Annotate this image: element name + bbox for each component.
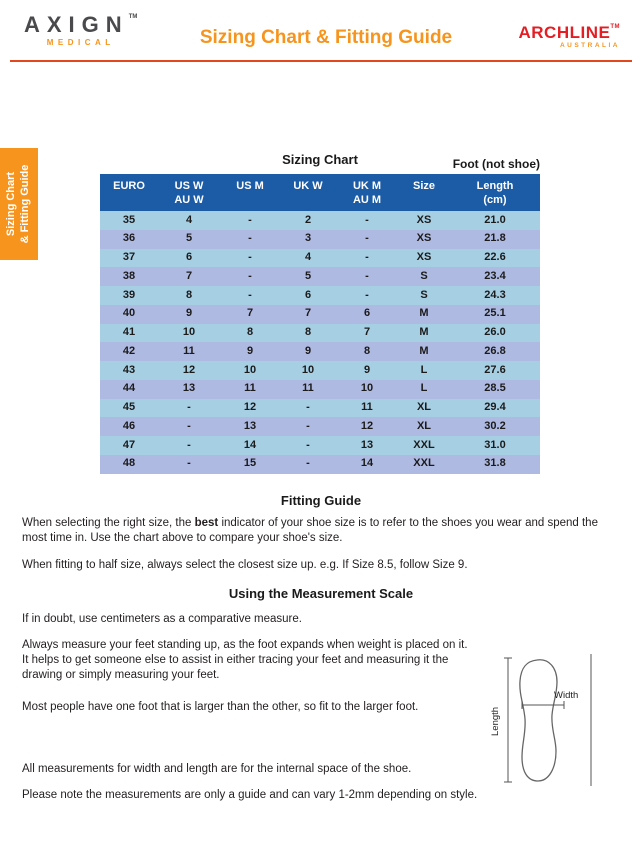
table-row (100, 455, 540, 474)
column-header: EURO (100, 174, 158, 211)
table-cell: 11 (302, 382, 314, 395)
side-tab-line1: Sizing Chart (5, 171, 18, 237)
table-row (100, 361, 540, 380)
sizing-chart-heading: Sizing Chart (282, 152, 358, 167)
table-cell: - (248, 232, 252, 245)
table-cell: S (420, 288, 428, 301)
table-cell: 5 (304, 269, 312, 282)
table-row (100, 436, 540, 455)
table-cell: - (187, 438, 191, 451)
width-label: Width (554, 690, 579, 701)
table-row (100, 342, 540, 361)
column-header: UK M AU M (336, 174, 398, 211)
table-cell: 9 (304, 344, 312, 357)
table-cell: 11 (244, 382, 256, 395)
measurement-paragraph-3: Most people have one foot that is larger than the other, so fit to the larger foot. (22, 701, 419, 713)
table-row (100, 249, 540, 268)
table-cell: 14 (243, 438, 257, 451)
table-cell: 7 (304, 307, 312, 320)
table-cell: 12 (182, 363, 196, 376)
table-cell: 5 (185, 232, 193, 245)
foot-measurement-diagram (486, 650, 598, 790)
table-cell: 14 (360, 457, 374, 470)
table-cell: 21.0 (484, 213, 506, 226)
table-cell: - (248, 251, 252, 263)
table-cell: 27.6 (484, 363, 506, 376)
archline-trademark: TM (610, 24, 620, 30)
side-tab-label (0, 148, 38, 260)
table-row (100, 267, 540, 286)
table-cell: - (248, 269, 252, 282)
table-cell: 9 (246, 344, 254, 357)
table-cell: 21.8 (484, 232, 506, 245)
foot-not-shoe-label: Foot (not shoe) (452, 157, 540, 171)
table-cell: 2 (304, 213, 312, 226)
table-cell: 10 (360, 382, 374, 395)
table-cell: - (248, 213, 252, 226)
column-header: Size (398, 174, 450, 211)
archline-logo-text: ARCHLINE (518, 23, 611, 42)
table-cell: M (419, 307, 429, 320)
table-cell: - (365, 213, 369, 226)
axign-logo-text: AXIGN (24, 12, 129, 37)
fitting-guide-paragraph-1 (22, 516, 622, 546)
table-cell: 30.2 (484, 419, 506, 432)
measurement-scale-heading: Using the Measurement Scale (228, 586, 414, 601)
table-cell: 42 (122, 344, 136, 357)
fitting-paragraph-end: indicator of your shoe size is to refer to the shoes you wear and spend the most time in. Use the chart above to compare your shoe's size. (22, 517, 598, 544)
table-cell: 43 (122, 363, 136, 376)
table-cell: - (365, 288, 369, 301)
table-cell: 28.5 (484, 382, 506, 395)
table-cell: - (365, 269, 369, 282)
sizing-table-header-row (100, 174, 540, 211)
length-label: Length (490, 706, 501, 736)
table-cell: XXL (413, 438, 435, 451)
fitting-guide-paragraph-2: When fitting to half size, always select the closest size up. e.g. If Size 8.5, follow Size 9. (22, 559, 468, 571)
table-cell: 37 (122, 251, 136, 263)
table-cell: 24.3 (484, 288, 506, 301)
table-cell: - (365, 232, 369, 245)
table-cell: M (419, 344, 429, 357)
table-cell: 8 (185, 288, 193, 301)
table-cell: XL (416, 419, 432, 432)
table-cell: 6 (304, 288, 312, 301)
table-cell: M (419, 326, 429, 338)
table-row (100, 380, 540, 399)
measurement-paragraph-1: If in doubt, use centimeters as a comparative measure. (22, 613, 302, 625)
foot-outline-illustration (486, 650, 598, 790)
table-cell: 6 (185, 251, 193, 263)
fitting-guide-heading: Fitting Guide (280, 493, 362, 508)
table-cell: XL (416, 401, 432, 413)
column-header: Length (cm) (450, 174, 540, 211)
table-cell: 47 (122, 438, 136, 451)
table-cell: - (187, 419, 191, 432)
table-cell: 38 (122, 269, 136, 282)
table-cell: 12 (360, 419, 374, 432)
table-cell: 13 (360, 438, 374, 451)
table-cell: 9 (363, 363, 371, 376)
table-cell: XXL (413, 457, 435, 470)
table-row (100, 230, 540, 249)
fitting-paragraph-start: When selecting the right size, the (22, 517, 195, 529)
table-cell: 9 (185, 307, 193, 320)
table-cell: - (306, 457, 310, 470)
sizing-table-body (100, 211, 540, 474)
axign-logo-subtext: MEDICAL (46, 38, 115, 47)
table-cell: 39 (122, 288, 136, 301)
column-header: UK W (280, 174, 336, 211)
table-row (100, 286, 540, 305)
axign-logo (24, 14, 137, 47)
archline-logo-name (518, 24, 620, 41)
table-cell: - (187, 401, 191, 413)
table-cell: 8 (363, 344, 371, 357)
table-row (100, 399, 540, 418)
table-cell: 26.8 (484, 344, 506, 357)
table-cell: 10 (182, 326, 196, 338)
table-cell: 41 (122, 326, 136, 338)
table-cell: 36 (122, 232, 136, 245)
side-tab (0, 148, 38, 260)
table-cell: 7 (363, 326, 371, 338)
table-cell: - (365, 251, 369, 263)
header-divider (10, 60, 632, 62)
table-cell: - (248, 288, 252, 301)
table-cell: 11 (361, 401, 373, 413)
table-cell: XS (416, 213, 432, 226)
axign-logo-name (24, 14, 137, 36)
archline-logo-subtext: AUSTRALIA (559, 42, 620, 49)
table-cell: 31.8 (484, 457, 506, 470)
table-row (100, 417, 540, 436)
table-cell: 12 (243, 401, 257, 413)
table-cell: 23.4 (484, 269, 506, 282)
table-cell: L (420, 363, 428, 376)
table-cell: 29.4 (484, 401, 506, 413)
table-cell: 11 (183, 344, 195, 357)
table-cell: 15 (243, 457, 257, 470)
table-row (100, 324, 540, 343)
table-cell: 26.0 (484, 326, 506, 338)
measurement-paragraph-2: Always measure your feet standing up, as the foot expands when weight is placed on it. It helps to get someone else to assist in either tracing your feet and measuring it the drawing or simply measuring your feet. (22, 639, 468, 681)
table-cell: 8 (246, 326, 254, 338)
table-cell: 10 (301, 363, 315, 376)
table-cell: S (420, 269, 428, 282)
table-cell: - (187, 457, 191, 470)
axign-trademark: TM (128, 14, 138, 20)
page-title: Sizing Chart & Fitting Guide (199, 27, 453, 48)
side-tab-line2: & Fitting Guide (19, 164, 31, 244)
table-cell: 40 (122, 307, 136, 320)
table-cell: XS (416, 251, 432, 263)
column-header: US W AU W (158, 174, 220, 211)
table-cell: 3 (304, 232, 312, 245)
table-cell: 10 (243, 363, 257, 376)
table-cell: - (306, 438, 310, 451)
table-cell: 4 (185, 213, 193, 226)
table-cell: 22.6 (484, 251, 506, 263)
table-cell: 7 (246, 307, 254, 320)
measurement-paragraph-4: All measurements for width and length are for the internal space of the shoe. (22, 763, 412, 775)
table-cell: 13 (243, 419, 257, 432)
archline-logo (518, 24, 620, 49)
table-cell: L (420, 382, 428, 395)
table-cell: 25.1 (484, 307, 506, 320)
table-cell: - (306, 401, 310, 413)
fitting-paragraph-bold: best (194, 517, 219, 529)
sizing-table (100, 174, 540, 474)
table-row (100, 305, 540, 324)
column-header: US M (220, 174, 280, 211)
table-row (100, 211, 540, 230)
table-cell: 45 (122, 401, 136, 413)
table-cell: 13 (182, 382, 196, 395)
table-cell: - (306, 419, 310, 432)
table-cell: 6 (363, 307, 371, 320)
table-cell: 31.0 (484, 438, 506, 451)
table-cell: 8 (304, 326, 312, 338)
measurement-paragraph-5: Please note the measurements are only a guide and can vary 1-2mm depending on style. (22, 789, 478, 801)
table-cell: 7 (185, 269, 193, 282)
table-cell: XS (416, 232, 432, 245)
table-cell: 4 (304, 251, 312, 263)
table-cell: 44 (122, 382, 136, 395)
table-cell: 48 (122, 457, 136, 470)
table-cell: 35 (122, 213, 136, 226)
table-cell: 46 (122, 419, 136, 432)
